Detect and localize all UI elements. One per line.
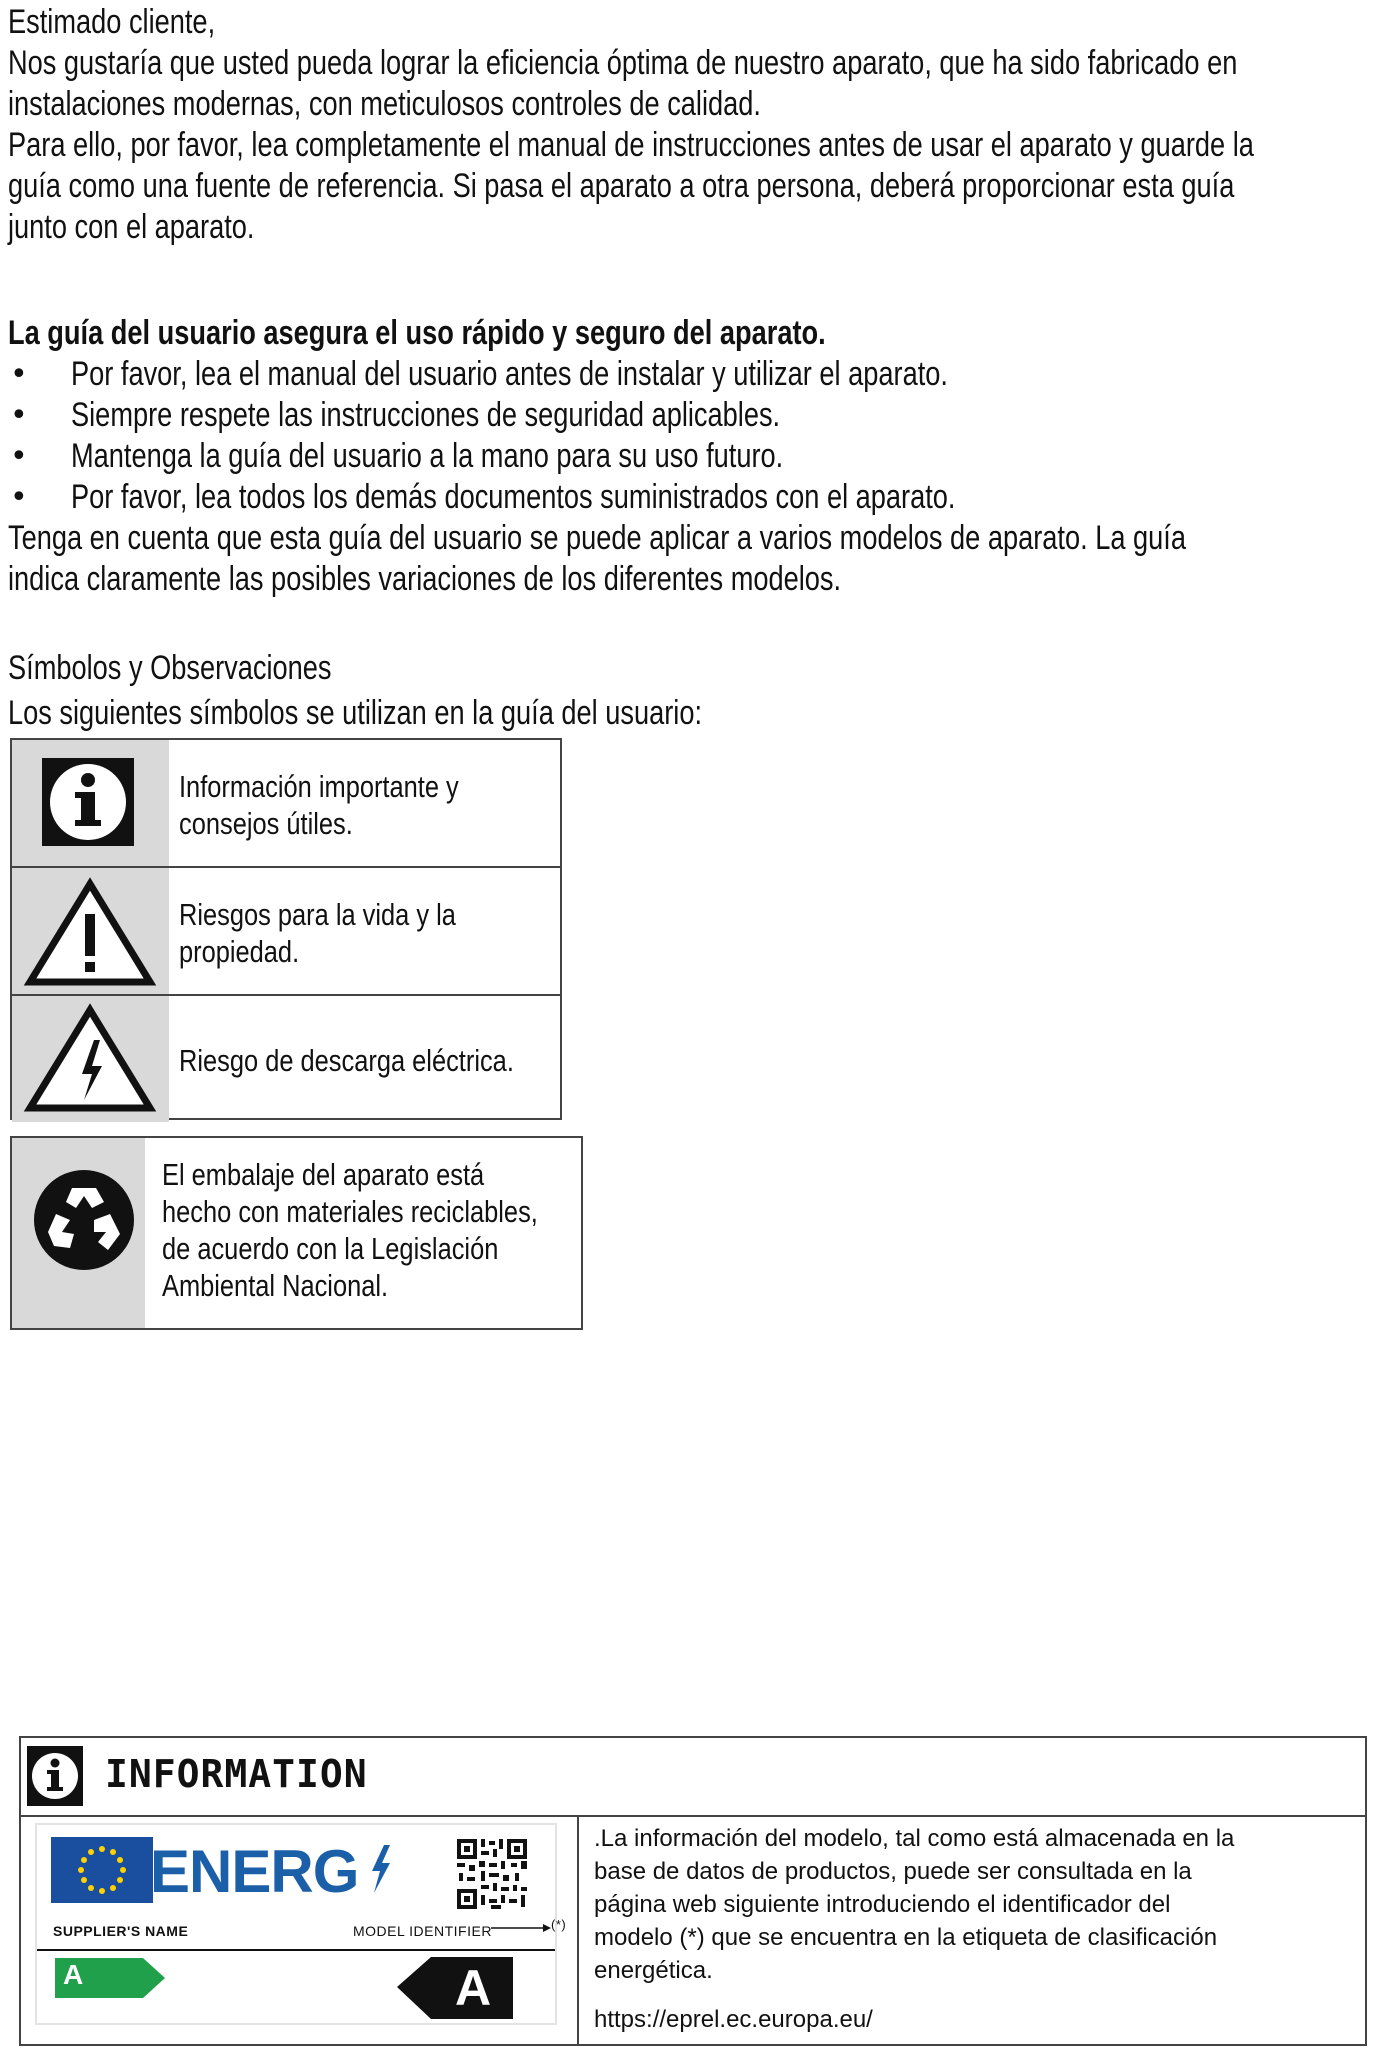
symbol-icon-cell (12, 740, 169, 866)
symbols-table (10, 738, 562, 1120)
model-marker: (*) (551, 1917, 567, 1932)
electric-shock-icon (12, 996, 169, 1120)
symbol-row-info (12, 740, 560, 866)
bullet-dot: • (10, 480, 28, 515)
information-line: modelo (*) que se encuentra en la etiqueta de clasificación (594, 1924, 1218, 1951)
scale-class-letter: A (63, 1959, 84, 1990)
intro-line: guía como una fuente de referencia. Si pasa el aparato a otra persona, deberá proporcionar esta guía (8, 167, 1235, 205)
symbol-row-warning (12, 866, 560, 994)
information-line: .La información del modelo, tal como está almacenada en la (594, 1825, 1235, 1852)
energy-logo-text: ENERG (150, 1838, 359, 1905)
bullet-item: Siempre respete las instrucciones de seguridad aplicables. (71, 396, 781, 434)
intro-line: Para ello, por favor, lea completamente el manual de instrucciones antes de usar el aparato y guarde la (8, 126, 1254, 164)
information-line: página web siguiente introduciendo el identificador del (594, 1891, 1171, 1918)
bullet-item: Mantenga la guía del usuario a la mano para su uso futuro. (71, 437, 784, 475)
supplier-name-label: SUPPLIER'S NAME (53, 1923, 189, 1939)
information-title: INFORMATION (105, 1752, 368, 1796)
symbol-icon-cell (12, 1138, 145, 1328)
information-text (594, 1822, 1354, 1987)
symbol-description: El embalaje del aparato está hecho con materiales reciclables, de acuerdo con la Legislación Ambiental Nacional. (162, 1157, 538, 1303)
greeting: Estimado cliente, (8, 3, 216, 41)
intro-line: Nos gustaría que usted pueda lograr la eficiencia óptima de nuestro aparato, que ha sido fabricado en (8, 44, 1238, 82)
energy-label-panel (21, 1817, 579, 2044)
symbol-icon-cell (12, 868, 169, 994)
info-icon (12, 740, 169, 866)
bullet-dot: • (10, 398, 28, 433)
symbol-icon-cell (12, 996, 169, 1122)
symbols-title: Símbolos y Observaciones (8, 649, 332, 687)
lightning-icon (370, 1845, 392, 1893)
divider (37, 1949, 555, 1951)
guide-note-line: indica claramente las posibles variaciones de los diferentes modelos. (8, 560, 842, 598)
symbol-row-electric (12, 994, 560, 1122)
model-identifier-label: MODEL IDENTIFIER (353, 1923, 492, 1939)
energy-label (35, 1823, 557, 2025)
information-line: base de datos de productos, puede ser consultada en la (594, 1858, 1192, 1885)
bullet-item: Por favor, lea todos los demás documentos suministrados con el aparato. (71, 478, 956, 516)
eu-flag-icon (51, 1837, 153, 1903)
recycle-box (10, 1136, 583, 1330)
warning-icon (12, 868, 169, 992)
information-line: energética. (594, 1957, 713, 1984)
bullet-dot: • (10, 439, 28, 474)
information-box (19, 1736, 1367, 2046)
information-header (21, 1738, 1365, 1817)
symbol-description: Riesgo de descarga eléctrica. (179, 1043, 514, 1078)
rated-class-letter: A (455, 1960, 492, 2016)
info-icon (27, 1746, 83, 1806)
qr-code-icon (455, 1837, 529, 1911)
model-arrow-icon (491, 1923, 551, 1933)
recycle-icon (12, 1138, 145, 1328)
eprel-link[interactable]: https://eprel.ec.europa.eu/ (594, 2006, 873, 2033)
intro-line: junto con el aparato. (8, 208, 255, 246)
guide-note-line: Tenga en cuenta que esta guía del usuario se puede aplicar a varios modelos de aparato. La guía (8, 519, 1186, 557)
symbol-description: Información importante y consejos útiles. (179, 769, 459, 841)
intro-line: instalaciones modernas, con meticulosos controles de calidad. (8, 85, 761, 123)
guide-heading: La guía del usuario asegura el uso rápido y seguro del aparato. (8, 314, 826, 352)
symbol-description: Riesgos para la vida y la propiedad. (179, 897, 456, 969)
symbols-subtitle: Los siguientes símbolos se utilizan en la guía del usuario: (8, 694, 703, 732)
bullet-item: Por favor, lea el manual del usuario antes de instalar y utilizar el aparato. (71, 355, 948, 393)
bullet-dot: • (10, 357, 28, 392)
